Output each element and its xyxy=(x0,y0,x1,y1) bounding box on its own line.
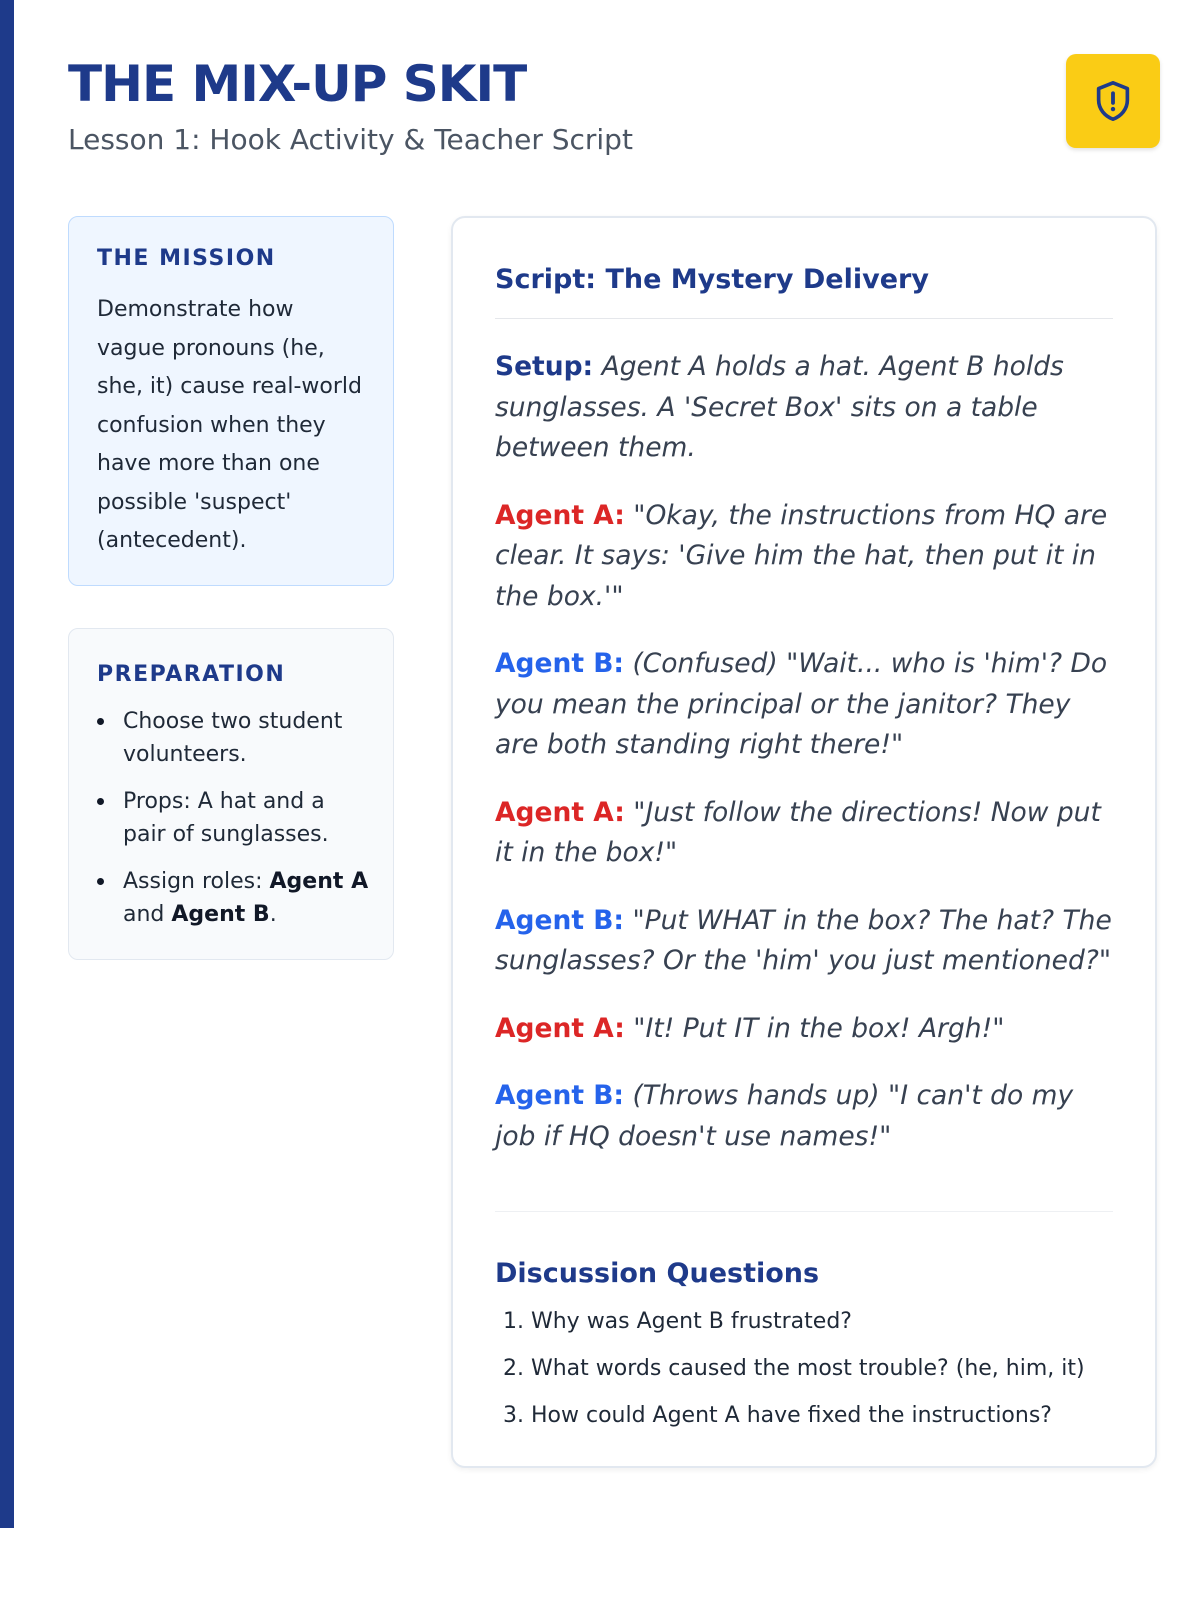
script-line xyxy=(495,1009,1113,1050)
speaker-agent-a: Agent A: xyxy=(495,1012,625,1044)
preparation-item-props: Props: A hat and a pair of sunglasses. xyxy=(123,785,373,851)
script-title: Script: The Mystery Delivery xyxy=(495,264,929,295)
accent-sidebar-bar xyxy=(0,0,14,1528)
preparation-list xyxy=(97,705,373,931)
speaker-agent-b: Agent B: xyxy=(495,904,625,936)
script-line xyxy=(495,644,1113,766)
discussion-list xyxy=(495,1304,1113,1434)
speaker-agent-a: Agent A: xyxy=(495,796,625,828)
roles-joiner: and xyxy=(123,902,172,927)
line-text: "Put WHAT in the box? The hat? The sunglasses? Or the 'him' you just mentioned?" xyxy=(495,904,1112,976)
script-line xyxy=(495,793,1113,874)
discussion-question: 2. What words caused the most trouble? (he, him, it) xyxy=(503,1356,1085,1381)
mission-heading: THE MISSION xyxy=(97,246,276,271)
line-text: "It! Put IT in the box! Argh!" xyxy=(633,1012,1005,1044)
page-subtitle: Lesson 1: Hook Activity & Teacher Script xyxy=(68,123,633,156)
setup-text: Agent A holds a hat. Agent B holds sunglasses. A 'Secret Box' sits on a table between them. xyxy=(495,351,1064,463)
script-line xyxy=(495,1076,1113,1157)
preparation-heading: PREPARATION xyxy=(97,662,286,687)
script-line xyxy=(495,496,1113,618)
script-card xyxy=(451,216,1157,1468)
discussion-question: 1. Why was Agent B frustrated? xyxy=(503,1309,852,1334)
role-agent-a: Agent A xyxy=(269,869,369,894)
shield-alert-icon xyxy=(1090,78,1136,124)
page-title: THE MIX-UP SKIT xyxy=(68,55,527,113)
mission-text: Demonstrate how vague pronouns (he, she, it) cause real-world confusion when they have more than one possible 'suspect' (antecedent). xyxy=(97,297,362,553)
script-setup xyxy=(495,347,1113,469)
speaker-agent-b: Agent B: xyxy=(495,1080,625,1111)
line-text: (Confused) "Wait... who is 'him'? Do you mean the principal or the janitor? They are both standing right there!" xyxy=(495,648,1108,760)
line-text: "Just follow the directions! Now put it in the box!" xyxy=(495,796,1101,868)
preparation-item-roles xyxy=(123,865,373,931)
speaker-agent-a: Agent A: xyxy=(495,499,625,531)
script-line xyxy=(495,901,1113,982)
speaker-agent-b: Agent B: xyxy=(495,648,625,679)
discussion-title: Discussion Questions xyxy=(495,1258,820,1289)
shield-badge xyxy=(1066,54,1160,148)
discussion-question: 3. How could Agent A have fixed the instructions? xyxy=(503,1403,1052,1428)
roles-prefix: Assign roles: xyxy=(123,869,270,894)
roles-suffix: . xyxy=(269,902,277,927)
role-agent-b: Agent B xyxy=(171,902,270,927)
mission-card xyxy=(68,216,394,586)
setup-label: Setup: xyxy=(495,351,594,382)
discussion-divider xyxy=(495,1211,1113,1212)
script-title-divider xyxy=(495,318,1113,319)
preparation-item-volunteers: Choose two student volunteers. xyxy=(123,705,373,771)
preparation-card xyxy=(68,628,394,960)
line-text: "Okay, the instructions from HQ are clear. It says: 'Give him the hat, then put it in the box.'" xyxy=(495,499,1108,612)
line-text: (Throws hands up) "I can't do my job if HQ doesn't use names!" xyxy=(495,1080,1074,1152)
